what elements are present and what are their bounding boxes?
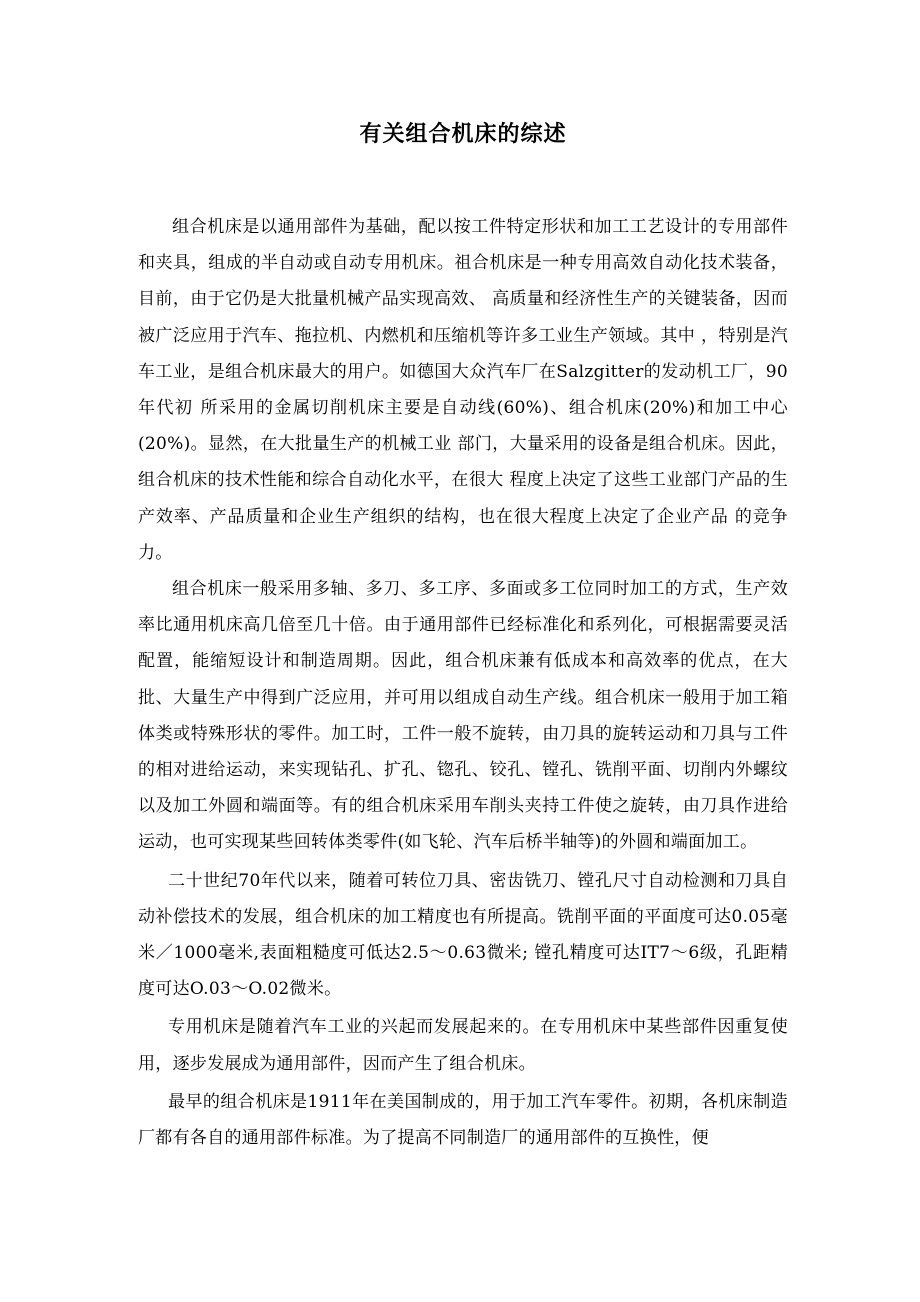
paragraph-machining-methods: 组合机床一般采用多轴、多刀、多工序、多面或多工位同时加工的方式，生产效率比通用机床高几倍至几十倍。由于通用部件已经标准化和系列化，可根据需要灵活配置，能缩短设计和制造周期。因此，组合机床兼有低成本和高效率的优点，在大批、大量生产中得到广泛应用，并可用以组成自动生产线。组合机床一般用于加工箱体类或特殊形状的零件。加工时，工件一般不旋转，由刀具的旋转运动和刀具与工件的相对进给运动，来实现钻孔、扩孔、锪孔、铰孔、镗孔、铣削平面、切削内外螺纹以及加工外圆和端面等。有的组合机床采用车削头夹持工件使之旋转，由刀具作进给运动，也可实现某些回转体类零件(如飞轮、汽车后桥半轴等)的外圆和端面加工。 [138,579,788,853]
paragraph-precision-development: 二十世纪70年代以来，随着可转位刀具、密齿铣刀、镗孔尺寸自动检测和刀具自动补偿技术的发展，组合机床的加工精度也有所提高。铣削平面的平面度可达0.05毫米／1000毫米,表面粗糙度可低达2.5～0.63微米; 镗孔精度可达IT7～6级，孔距精度可达O.03～O.02微米。 [138,870,788,1000]
paragraph-history: 最早的组合机床是1911年在美国制成的，用于加工汽车零件。初期，各机床制造厂都有各自的通用部件标准。为了提高不同制造厂的通用部件的互换性，便 [138,1091,788,1149]
paragraph-overview: 组合机床是以通用部件为基础，配以按工件特定形状和加工工艺设计的专用部件和夹具，组成的半自动或自动专用机床。祖合机床是一种专用高效自动化技术装备，目前，由于它仍是大批量机械产品实现高效、 高质量和经济性生产的关键装备，因而被广泛应用于汽车、拖拉机、内燃机和压缩机等许多工业生产领域。其中 ，特别是汽车工业，是组合机床最大的用户。如德国大众汽车厂在Salzgitter的发动机工厂，90年代初 所采用的金属切削机床主要是自动线(60%)、组合机床(20%)和加工中心(20%)。显然，在大批量生产的机械工业 部门，大量采用的设备是组合机床。因此，组合机床的技术性能和综合自动化水平，在很大 程度上决定了这些工业部门产品的生产效率、产品质量和企业生产组织的结构，也在很大程度上决定了企业产品 的竞争力。 [138,217,788,563]
paragraph-special-machine-origin: 专用机床是随着汽车工业的兴起而发展起来的。在专用机床中某些部件因重复使用，逐步发展成为通用部件，因而产生了组合机床。 [138,1017,788,1074]
document-title: 有关组合机床的综述 [359,122,567,147]
document-body [138,209,788,1156]
